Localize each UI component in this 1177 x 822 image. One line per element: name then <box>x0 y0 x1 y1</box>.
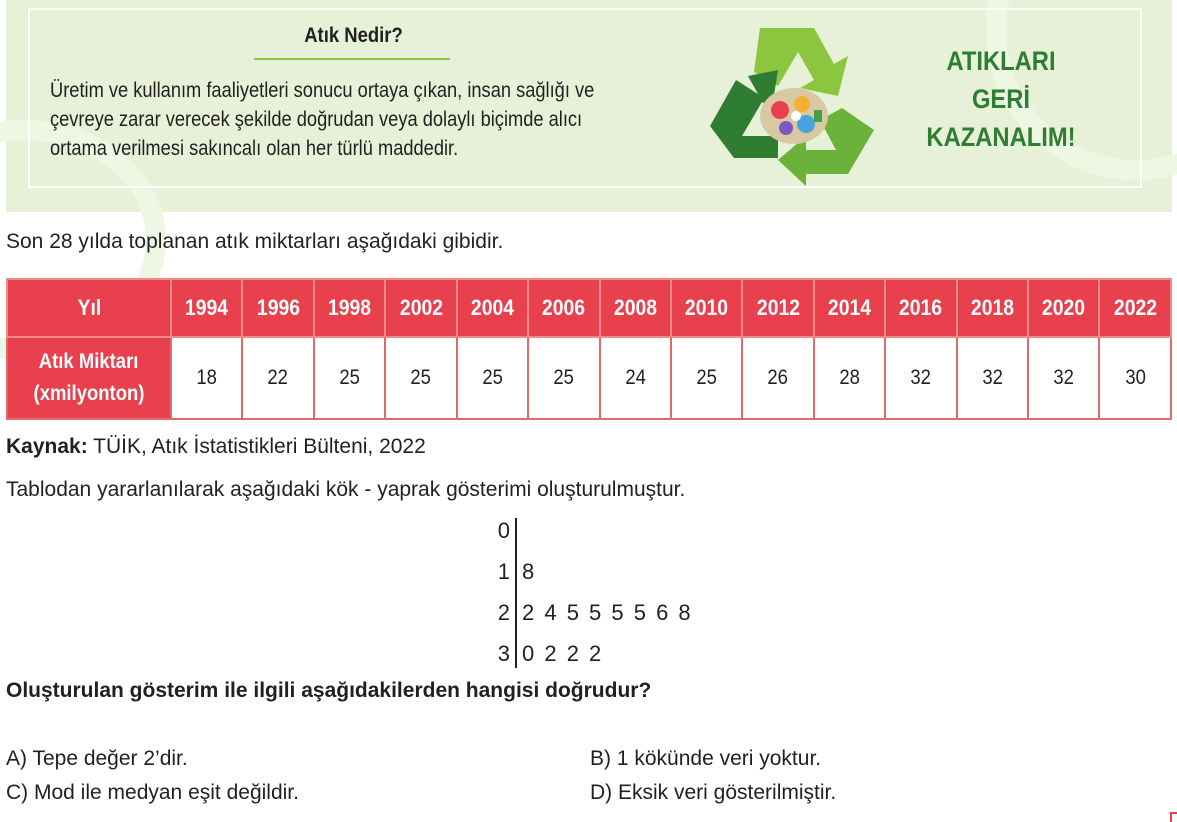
amount-cell: 25 <box>457 337 528 419</box>
year-cell: 2010 <box>671 279 742 337</box>
source-text: TÜİK, Atık İstatistikleri Bülteni, 2022 <box>87 435 426 458</box>
recycle-icon <box>702 18 882 188</box>
source-line <box>6 435 426 459</box>
waste-amount-table <box>6 278 1172 420</box>
stem: 3 <box>497 641 510 666</box>
leaves: 8 <box>522 559 537 584</box>
amount-cell: 18 <box>171 337 242 419</box>
amount-cell: 25 <box>385 337 456 419</box>
slogan-line: GERİ <box>971 84 1031 114</box>
table-header-row <box>7 279 1171 337</box>
year-cell: 1994 <box>171 279 242 337</box>
leaves: 2 4 5 5 5 5 6 8 <box>522 600 693 625</box>
amount-header-cell: Atık Miktarı (xmilyonton) <box>7 337 171 419</box>
stem: 1 <box>497 559 510 584</box>
table-amount-row <box>7 337 1171 419</box>
year-cell: 2004 <box>457 279 528 337</box>
slogan-line: KAZANALIM! <box>926 122 1076 152</box>
year-cell: 2016 <box>885 279 956 337</box>
definition-line: ortama verilmesi sakıncalı olan her türlü maddedir. <box>50 137 459 160</box>
amount-cell: 25 <box>314 337 385 419</box>
year-cell: 2012 <box>742 279 813 337</box>
leaves: 0 2 2 2 <box>522 641 604 666</box>
year-cell: 2022 <box>1099 279 1171 337</box>
year-cell: 2020 <box>1028 279 1099 337</box>
amount-cell: 26 <box>742 337 813 419</box>
question-text: Oluşturulan gösterim ile ilgili aşağıdakilerden hangisi doğrudur? <box>6 679 652 702</box>
year-cell: 2008 <box>600 279 671 337</box>
amount-cell: 22 <box>242 337 313 419</box>
lead-text: Tablodan yararlanılarak aşağıdaki kök - yaprak gösterimi oluşturulmuştur. <box>6 478 686 501</box>
definition-line: çevreye zarar verecek şekilde doğrudan veya dolaylı biçimde alıcı <box>50 108 583 131</box>
definition-title: Atık Nedir? <box>304 24 403 47</box>
amount-cell: 25 <box>671 337 742 419</box>
year-header-cell: Yıl <box>7 279 171 337</box>
amount-cell: 25 <box>528 337 599 419</box>
amount-cell: 32 <box>957 337 1028 419</box>
year-cell: 2006 <box>528 279 599 337</box>
definition-line: Üretim ve kullanım faaliyetleri sonucu ortaya çıkan, insan sağlığı ve <box>50 79 595 102</box>
amount-cell: 32 <box>1028 337 1099 419</box>
slogan <box>922 42 1080 156</box>
amount-cell: 24 <box>600 337 671 419</box>
stem: 0 <box>497 518 510 543</box>
definition-text <box>50 76 650 163</box>
amount-cell: 32 <box>885 337 956 419</box>
year-cell: 1996 <box>242 279 313 337</box>
option-d[interactable]: D) Eksik veri gösterilmiştir. <box>590 781 837 804</box>
stem: 2 <box>497 600 510 625</box>
slogan-line: ATIKLARI <box>946 46 1056 76</box>
year-cell: 2014 <box>814 279 885 337</box>
year-cell: 2002 <box>385 279 456 337</box>
year-cell: 1998 <box>314 279 385 337</box>
intro-text: Son 28 yılda toplanan atık miktarları aşağıdaki gibidir. <box>6 230 504 253</box>
option-a[interactable]: A) Tepe değer 2’dir. <box>6 747 188 770</box>
year-cell: 2018 <box>957 279 1028 337</box>
option-c[interactable]: C) Mod ile medyan eşit değildir. <box>6 781 299 804</box>
amount-cell: 28 <box>814 337 885 419</box>
page-corner-mark <box>1170 812 1177 822</box>
waste-info-banner <box>6 0 1172 212</box>
title-underline <box>254 58 450 60</box>
option-b[interactable]: B) 1 kökünde veri yoktur. <box>590 747 822 770</box>
source-label: Kaynak: <box>6 435 88 458</box>
stem-divider <box>515 518 517 668</box>
amount-cell: 30 <box>1099 337 1171 419</box>
